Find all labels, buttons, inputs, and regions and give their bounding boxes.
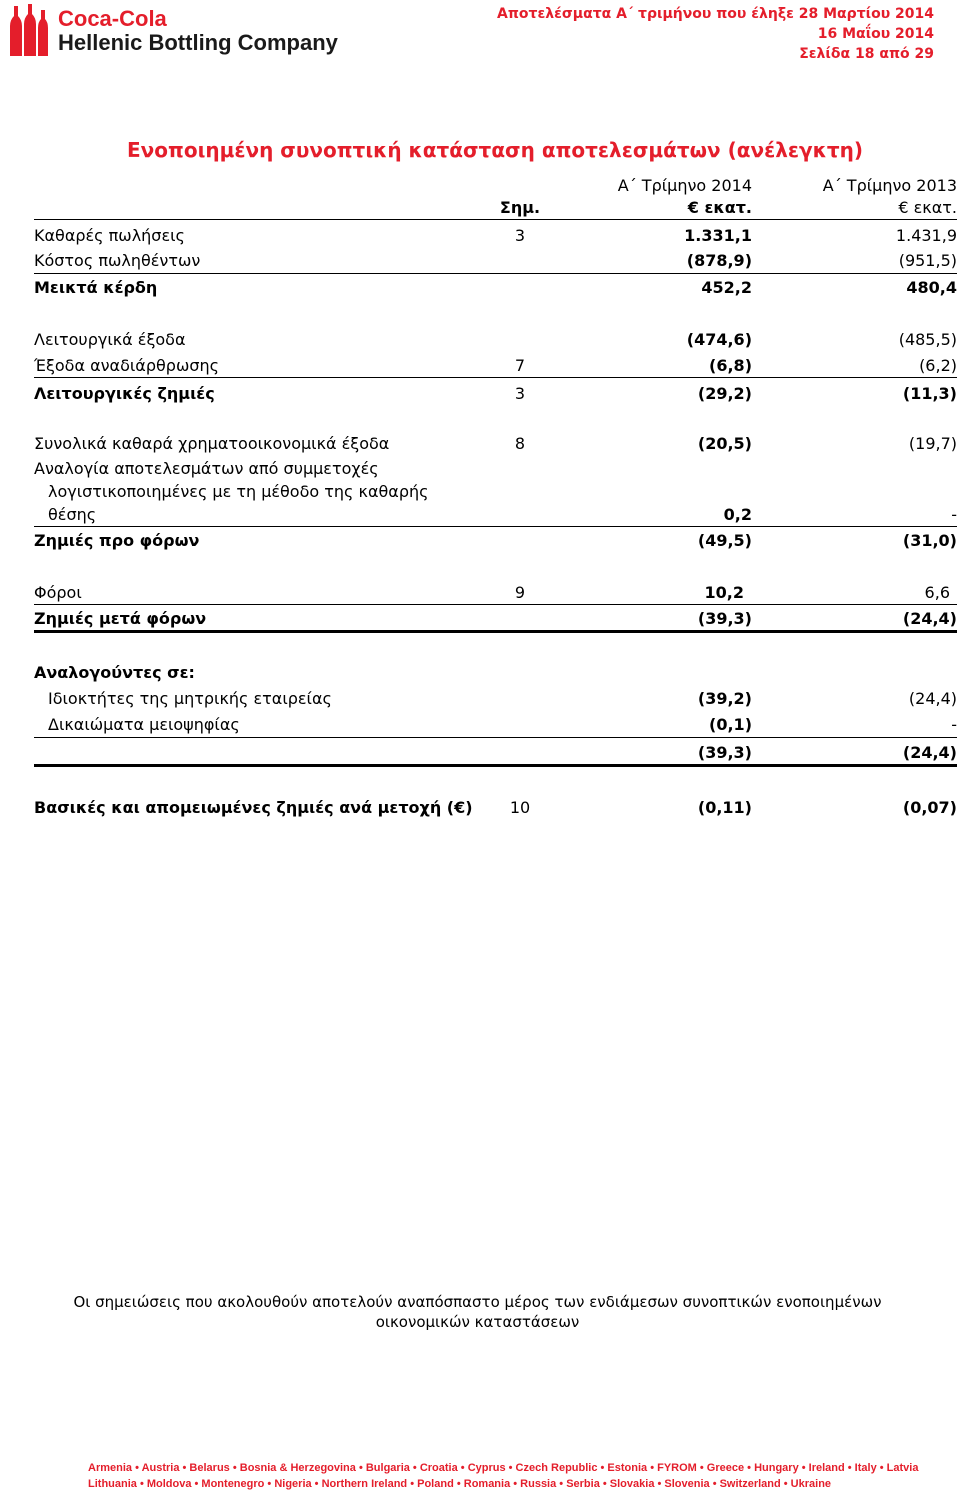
row-label-cogs: Κόστος πωληθέντων [34, 251, 201, 270]
rule-equity [34, 526, 957, 527]
row-label-minority: Δικαιώματα μειοψηφίας [48, 715, 240, 734]
row-value-2013-equity: - [951, 505, 957, 524]
row-value-2014-cogs: (878,9) [686, 251, 752, 270]
row-label-operating: Λειτουργικές ζημιές [34, 384, 215, 403]
row-value-2014-owners: (39,2) [697, 689, 752, 708]
footnote-line1: Οι σημειώσεις που ακολουθούν αποτελούν αναπόσπαστο μέρος των ενδιάμεσων συνοπτικών ενοποιημένων [73, 1293, 882, 1311]
row-label-gross: Μεικτά κέρδη [34, 278, 158, 297]
row-value-2014-finance: (20,5) [697, 434, 752, 453]
row-note-eps: 10 [509, 798, 531, 817]
row-value-2014-equity: 0,2 [723, 505, 752, 524]
row-value-2013-total: (24,4) [902, 743, 957, 762]
header-date: 16 Μαΐου 2014 [817, 26, 934, 42]
row-note-sales: 3 [514, 226, 526, 245]
row-value-2013-operating: (11,3) [902, 384, 957, 403]
row-value-2014-sales: 1.331,1 [684, 226, 752, 245]
row-label-attributable: Αναλογούντες σε: [34, 663, 195, 682]
logo-company-text: Hellenic Bottling Company [58, 30, 338, 55]
row-value-2014-pretax: (49,5) [697, 531, 752, 550]
row-label-owners: Ιδιοκτήτες της μητρικής εταιρείας [48, 689, 332, 708]
header-page-number: Σελίδα 18 από 29 [799, 46, 934, 62]
rule-minority [34, 737, 957, 738]
row-note-operating: 3 [514, 384, 526, 403]
row-value-2013-sales: 1.431,9 [895, 226, 957, 245]
row-value-2013-restructuring: (6,2) [919, 356, 957, 375]
row-label-finance: Συνολικά καθαρά χρηματοοικονομικά έξοδα [34, 434, 390, 453]
row-value-2013-finance: (19,7) [908, 434, 957, 453]
row-label-aftertax: Ζημιές μετά φόρων [34, 609, 207, 628]
row-value-2014-opex: (474,6) [686, 330, 752, 349]
row-label-equity-line3: θέσης [48, 505, 97, 524]
row-value-2013-tax: 6,6 [924, 583, 950, 602]
row-value-2013-aftertax: (24,4) [902, 609, 957, 628]
row-value-2014-total: (39,3) [697, 743, 752, 762]
rule-restructuring [34, 377, 957, 378]
row-value-2014-operating: (29,2) [697, 384, 752, 403]
row-value-2014-minority: (0,1) [709, 715, 752, 734]
rule-cogs [34, 273, 957, 274]
footnote [0, 1292, 955, 1332]
country-list-line2: Lithuania • Moldova • Montenegro • Nigeria • Northern Ireland • Poland • Romania • Russia • Serbia • Slovakia • Slovenia • Switzerland • Ukraine [88, 1478, 832, 1490]
row-value-2013-eps: (0,07) [902, 798, 957, 817]
statement-title: Ενοποιημένη συνοπτική κατάσταση αποτελεσμάτων (ανέλεγκτη) [127, 138, 863, 162]
row-label-equity-line2: λογιστικοποιημένες με τη μέθοδο της καθαρής [48, 482, 429, 501]
company-logo [6, 2, 346, 60]
col-header-2013: Α΄ Τρίμηνο 2013 [822, 176, 957, 195]
row-note-finance: 8 [514, 434, 526, 453]
row-label-sales: Καθαρές πωλήσεις [34, 226, 185, 245]
row-label-tax: Φόροι [34, 583, 82, 602]
row-note-tax: 9 [514, 583, 526, 602]
row-note-restructuring: 7 [514, 356, 526, 375]
footnote-line2: οικονομικών καταστάσεων [375, 1313, 580, 1331]
col-header-note: Σημ. [499, 198, 541, 217]
col-header-2014: Α΄ Τρίμηνο 2014 [617, 176, 752, 195]
row-value-2014-aftertax: (39,3) [697, 609, 752, 628]
row-value-2013-owners: (24,4) [908, 689, 957, 708]
rule-tax [34, 604, 957, 605]
row-label-equity-line1: Αναλογία αποτελεσμάτων από συμμετοχές [34, 459, 379, 478]
double-rule-total [34, 764, 957, 767]
row-value-2013-pretax: (31,0) [902, 531, 957, 550]
row-value-2013-gross: 480,4 [906, 278, 957, 297]
row-label-eps: Βασικές και απομειωμένες ζημιές ανά μετοχή (€) [34, 798, 473, 817]
header-rule [34, 219, 957, 220]
col-unit-2013: € εκατ. [898, 198, 957, 217]
col-unit-2014: € εκατ. [687, 198, 752, 217]
row-value-2013-cogs: (951,5) [898, 251, 957, 270]
header-report-title: Αποτελέσματα Α΄ τριμήνου που έληξε 28 Μαρτίου 2014 [496, 6, 934, 22]
row-value-2013-minority: - [951, 715, 957, 734]
row-value-2014-restructuring: (6,8) [709, 356, 752, 375]
row-label-restructuring: Έξοδα αναδιάρθρωσης [34, 356, 220, 375]
country-list-line1: Armenia • Austria • Belarus • Bosnia & Herzegovina • Bulgaria • Croatia • Cyprus • Czech Republic • Estonia • FYROM • Greece • Hungary • Ireland • Italy • Latvia [88, 1462, 919, 1474]
row-label-opex: Λειτουργικά έξοδα [34, 330, 186, 349]
row-value-2014-gross: 452,2 [701, 278, 752, 297]
row-value-2014-eps: (0,11) [697, 798, 752, 817]
bottles-logo-icon [6, 2, 54, 58]
double-rule-aftertax [34, 630, 957, 633]
logo-brand-text: Coca-Cola [58, 6, 167, 31]
row-label-pretax: Ζημιές προ φόρων [34, 531, 200, 550]
row-value-2014-tax: 10,2 [704, 583, 744, 602]
row-value-2013-opex: (485,5) [898, 330, 957, 349]
